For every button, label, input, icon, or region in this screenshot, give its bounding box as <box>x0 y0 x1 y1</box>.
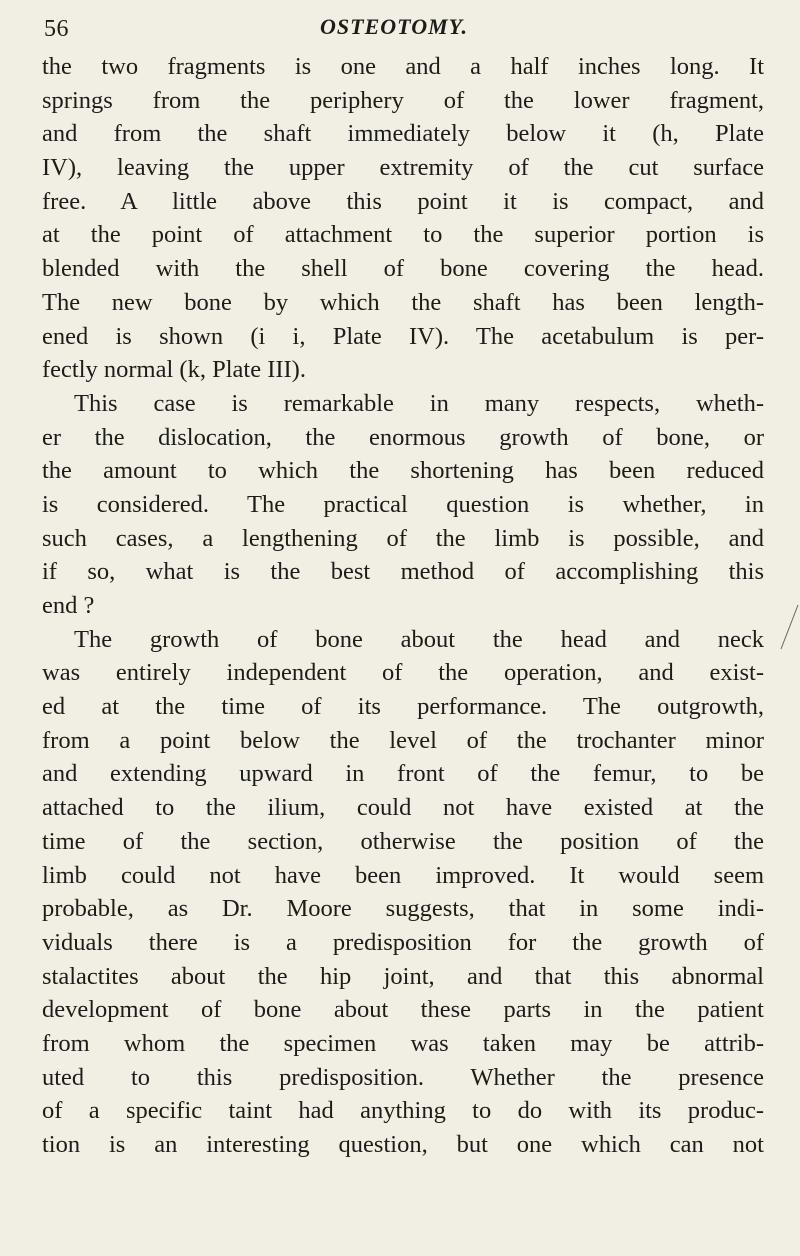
paragraph-3 <box>42 623 764 1162</box>
text-line: and extending upward in front of the femur, to be <box>42 760 764 788</box>
text-line: is considered. The practical question is whether, in <box>42 490 764 518</box>
text-line: springs from the periphery of the lower fragment, <box>42 86 764 114</box>
text-line: such cases, a lengthening of the limb is possible, and <box>42 524 764 552</box>
text-line: from whom the specimen was taken may be attrib- <box>42 1029 764 1057</box>
text-line: and from the shaft immediately below it (h, Plate <box>42 120 764 148</box>
text-line: stalactites about the hip joint, and that this abnormal <box>42 962 764 990</box>
margin-pencil-mark <box>778 603 800 651</box>
text-line: from a point below the level of the trochanter minor <box>42 726 764 754</box>
text-line: development of bone about these parts in the patient <box>42 996 764 1024</box>
text-line: end ? <box>42 592 95 619</box>
text-line: if so, what is the best method of accomplishing this <box>42 558 764 586</box>
text-line: attached to the ilium, could not have existed at the <box>42 794 764 822</box>
text-line: the amount to which the shortening has been reduced <box>42 457 764 485</box>
paragraph-1 <box>42 50 764 387</box>
text-line: IV), leaving the upper extremity of the cut surface <box>42 154 764 182</box>
text-line: ed at the time of its performance. The outgrowth, <box>42 693 764 721</box>
text-line: free. A little above this point it is compact, and <box>42 187 764 215</box>
text-line: The growth of bone about the head and neck <box>74 625 764 653</box>
running-head <box>44 12 744 46</box>
text-line: fectly normal (k, Plate III). <box>42 356 306 384</box>
text-line: of a specific taint had anything to do with its produc- <box>42 1097 764 1125</box>
text-line: ened is shown (i i, Plate IV). The acetabulum is per- <box>42 322 764 350</box>
text-line: limb could not have been improved. It would seem <box>42 861 764 889</box>
text-line: at the point of attachment to the superior portion is <box>42 221 764 249</box>
text-line: time of the section, otherwise the position of the <box>42 827 764 855</box>
text-line: This case is remarkable in many respects, wheth- <box>74 389 764 417</box>
text-line: blended with the shell of bone covering the head. <box>42 255 764 283</box>
text-line: viduals there is a predisposition for the growth of <box>42 928 764 956</box>
text-line: uted to this predisposition. Whether the presence <box>42 1063 764 1091</box>
text-line: The new bone by which the shaft has been length- <box>42 288 764 316</box>
page-number: 56 <box>44 16 69 42</box>
text-line: er the dislocation, the enormous growth of bone, or <box>42 423 764 451</box>
body-text <box>42 50 764 1162</box>
running-title: OSTEOTOMY. <box>320 14 468 39</box>
text-line: was entirely independent of the operation, and exist- <box>42 659 764 687</box>
text-line: tion is an interesting question, but one which can not <box>42 1131 764 1158</box>
text-line: the two fragments is one and a half inches long. It <box>42 53 764 80</box>
text-line: probable, as Dr. Moore suggests, that in some indi- <box>42 895 764 923</box>
paragraph-2 <box>42 387 764 623</box>
